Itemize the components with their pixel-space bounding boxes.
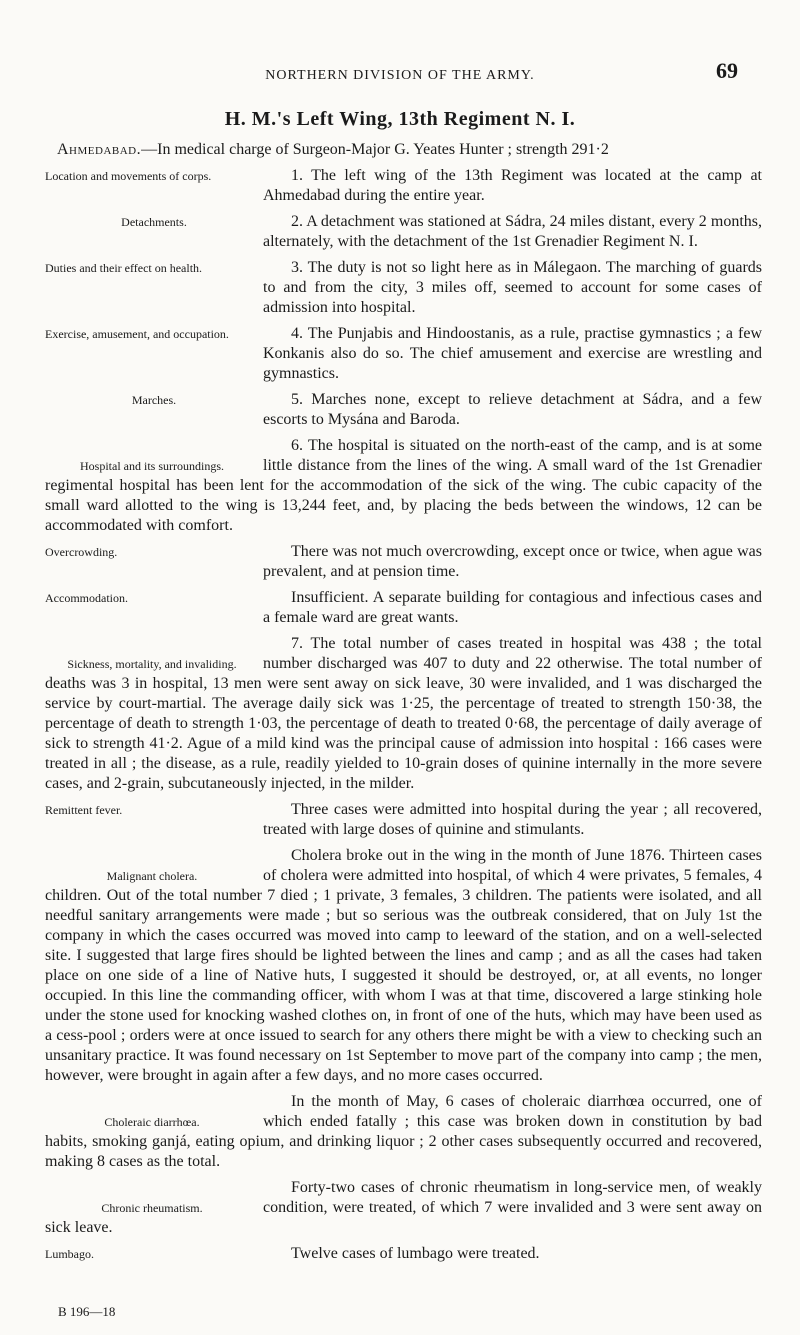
page-body <box>45 140 762 1270</box>
paragraph-overcrowding <box>45 542 762 582</box>
paragraph-choleraic <box>45 1092 762 1178</box>
paragraph-1 <box>45 166 762 206</box>
paragraph-text: Twelve cases of lumbago were treated. <box>291 1245 540 1262</box>
paragraph-6 <box>45 436 762 542</box>
paragraph-4 <box>45 324 762 384</box>
paragraph-text: 4. The Punjabis and Hindoostanis, as a rule, practise gymnastics ; a few Konkanis also do so. The chief amusement and exercise are wrestling and gymnastics. <box>263 325 762 382</box>
paragraph-text: Insufficient. A separate building for contagious and infectious cases and a female ward are great wants. <box>263 589 762 626</box>
paragraph-text: 1. The left wing of the 13th Regiment was located at the camp at Ahmedabad during the entire year. <box>263 167 762 204</box>
margin-note: Detachments. <box>121 215 187 229</box>
paragraph-3 <box>45 258 762 318</box>
paragraph-rheumatism <box>45 1178 762 1244</box>
margin-note: Remittent fever. <box>45 803 123 817</box>
paragraph-remittent <box>45 800 762 840</box>
margin-note: Marches. <box>131 393 177 407</box>
paragraph-text: There was not much overcrowding, except once or twice, when ague was prevalent, and at pension time. <box>263 543 762 580</box>
margin-note: Lumbago. <box>45 1247 94 1261</box>
paragraph-cholera <box>45 846 762 1092</box>
paragraph-text: 2. A detachment was stationed at Sádra, 24 miles distant, every 2 months, alternately, with the detachment of the 1st Grenadier Regiment N. I. <box>263 213 762 250</box>
paragraph-text: 5. Marches none, except to relieve detachment at Sádra, and a few escorts to Mysána and Baroda. <box>263 391 762 428</box>
paragraph-7 <box>45 634 762 800</box>
margin-note: Sickness, mortality, and invaliding. <box>67 657 237 671</box>
margin-note: Chronic rheumatism. <box>101 1201 203 1215</box>
paragraph-5 <box>45 390 762 430</box>
margin-note: Malignant cholera. <box>106 869 198 883</box>
margin-note: Overcrowding. <box>45 545 118 559</box>
section-title: H. M.'s Left Wing, 13th Regiment N. I. <box>224 108 576 130</box>
margin-note: Duties and their effect on health. <box>45 261 203 275</box>
margin-note: Exercise, amusement, and occupation. <box>45 327 229 341</box>
paragraph-text: Cholera broke out in the wing in the month of June 1876. Thirteen cases of cholera were admitted into hospital, of which 4 were privates, 5 females, 4 children. Out of the total number 7 died ; 1 private, 3 females, 3 children. The patients were isolated, and all needful sanitary arrangements were made ; but so serious was the outbreak considered, that on July 1st the company in which the cases occurred was moved into camp to leeward of the station, and on a well-selected site. I suggested that large fires should be lighted between the lines and camp ; and as all the cases had taken place on one side of a line of Native huts, I suggested it should be destroyed, or, at all events, no longer occupied. In this line the commanding officer, with whom I was at that time, discovered a large stinking hole under the stone used for knocking washed clothes on, in front of one of the huts, which may have been used as a cess-pool ; orders were at once issued to search for any others there might be with a view to checking such an unsanitary practice. It was found necessary on 1st September to move part of the company into camp ; the men, however, were brought in again after a few days, and no more cases occurred. <box>45 847 762 1084</box>
paragraph-2 <box>45 212 762 252</box>
signature-mark: B 196—18 <box>58 1304 116 1319</box>
intro-text: —In medical charge of Surgeon-Major G. Yeates Hunter ; strength 291·2 <box>141 141 609 158</box>
running-head: NORTHERN DIVISION OF THE ARMY. <box>265 68 535 83</box>
page-number: 69 <box>716 58 738 83</box>
margin-note: Hospital and its surroundings. <box>80 459 224 473</box>
place-name: Ahmedabad. <box>57 141 142 158</box>
paragraph-accommodation <box>45 588 762 628</box>
paragraph-text: Forty-two cases of chronic rheumatism in long-service men, of weakly condition, were treated, of which 7 were invalided and 3 were sent away on sick leave. <box>45 1179 762 1236</box>
paragraph-text: 6. The hospital is situated on the north-east of the camp, and is at some little distance from the lines of the wing. A small ward of the 1st Grenadier regimental hospital has been lent for the accommodation of the sick of the wing. The cubic capacity of the small ward allotted to the wing is 13,244 feet, and, by placing the beds between the windows, 12 can be accommodated with comfort. <box>45 437 762 534</box>
paragraph-text: In the month of May, 6 cases of choleraic diarrhœa occurred, one of which ended fatally ; this case was broken down in constitution by bad habits, smoking ganjá, eating opium, and drinking liquor ; 2 other cases subsequently occurred and recovered, making 8 cases as the total. <box>45 1093 762 1170</box>
margin-note: Choleraic diarrhœa. <box>104 1115 200 1129</box>
paragraph-text: 7. The total number of cases treated in hospital was 438 ; the total number discharged was 407 to duty and 22 otherwise. The total number of deaths was 3 in hospital, 13 men were sent away on sick leave, 30 were invalided, and 1 was discharged the service by court-martial. The average daily sick was 1·25, the percentage of treated to strength 150·38, the percentage of death to strength 1·03, the percentage of death to treated 0·68, the percentage of daily average of sick to strength 41·2. Ague of a mild kind was the principal cause of admission into hospital : 166 cases were treated in all ; the disease, as a rule, readily yielded to 10-grain doses of quinine internally in the more severe cases, and 2-grain, subcutaneously injected, in the milder. <box>45 635 762 792</box>
paragraph-text: Three cases were admitted into hospital during the year ; all recovered, treated with large doses of quinine and stimulants. <box>263 801 762 838</box>
margin-note: Accommodation. <box>45 591 128 605</box>
paragraph-lumbago <box>45 1244 762 1264</box>
margin-note: Location and movements of corps. <box>45 169 212 183</box>
intro-line <box>57 140 762 160</box>
paragraph-text: 3. The duty is not so light here as in Málegaon. The marching of guards to and from the city, 3 miles off, seemed to account for some cases of admission into hospital. <box>263 259 762 316</box>
